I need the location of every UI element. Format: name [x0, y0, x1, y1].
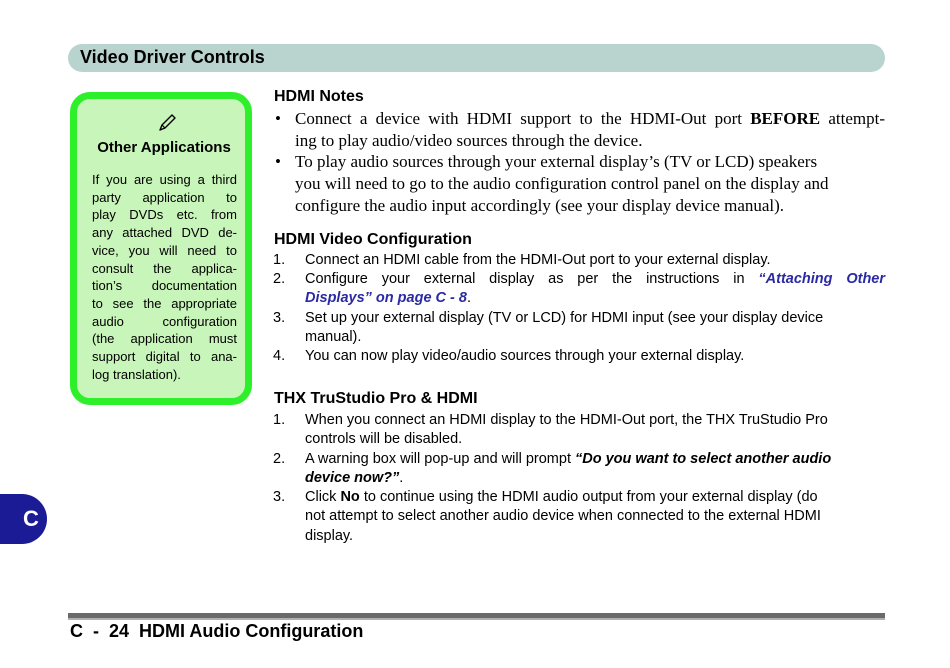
no-emphasis: No	[340, 489, 360, 505]
video-step-3-line-1: Set up your external display (TV or LCD) for HDMI input (see your display device	[305, 310, 824, 326]
note-line: support digital to ana-	[92, 349, 237, 365]
thx-step-2-line-1: A warning box will pop-up and will prompt “Do you want to select another audio	[305, 451, 832, 467]
thx-step-3-line-1: Click No to continue using the HDMI audio output from your external display (do	[305, 489, 818, 505]
step-number: 1.	[273, 252, 286, 268]
before-emphasis: BEFORE	[750, 109, 821, 128]
note-line: tion’s documentation	[92, 278, 237, 294]
page-footer: C - 24 HDMI Audio Configuration	[70, 621, 364, 641]
thx-step-1-line-2: controls will be disabled.	[305, 431, 463, 447]
step-number: 1.	[273, 412, 286, 428]
note-line: If you are using a third	[92, 172, 237, 187]
thx-step-3-line-2: not attempt to select another audio device when connected to the external HDMI	[305, 508, 821, 524]
bullet-marker: •	[275, 152, 281, 171]
hdmi-note-1-line-1: Connect a device with HDMI support to the HDMI-Out port BEFORE attempt-	[295, 109, 885, 128]
hdmi-note-2-line-2: you will need to go to the audio configuration control panel on the display and	[295, 174, 829, 193]
note-line: vice, you will need to	[92, 242, 237, 258]
video-step-2-line-2: Displays” on page C - 8.	[305, 290, 471, 306]
pencil-icon	[156, 112, 178, 134]
prompt-text: “Do you want to select another audio	[575, 451, 832, 467]
attaching-displays-link[interactable]: Displays” on page C - 8	[305, 290, 467, 306]
note-line: (the application must	[92, 331, 237, 347]
hdmi-note-1-line-2: ing to play audio/video sources through the device.	[295, 131, 643, 150]
step-number: 2.	[273, 451, 286, 467]
step-number: 4.	[273, 348, 286, 364]
note-line: party application to	[92, 189, 237, 205]
note-line: consult the applica-	[92, 260, 237, 276]
note-line: play DVDs etc. from	[92, 207, 237, 223]
thx-heading: THX TruStudio Pro & HDMI	[274, 390, 478, 407]
video-step-4: You can now play video/audio sources through your external display.	[305, 348, 745, 364]
video-config-heading: HDMI Video Configuration	[274, 231, 472, 248]
note-title: Other Applications	[97, 139, 231, 156]
thx-step-3-line-3: display.	[305, 528, 354, 544]
note-line: audio configuration	[92, 313, 237, 329]
note-line: any attached DVD de-	[92, 225, 237, 241]
bullet-marker: •	[275, 109, 281, 128]
video-step-1: Connect an HDMI cable from the HDMI-Out port to your external display.	[305, 252, 771, 268]
note-line: log translation).	[92, 366, 181, 382]
hdmi-note-2-line-3: configure the audio input accordingly (see your display device manual).	[295, 196, 785, 215]
thx-step-1-line-1: When you connect an HDMI display to the HDMI-Out port, the THX TruStudio Pro	[305, 412, 828, 428]
prompt-text: device now?”	[305, 470, 400, 486]
attaching-displays-link[interactable]: “Attaching Other	[758, 271, 886, 287]
chapter-tab-label: C	[23, 506, 39, 531]
section-title: Video Driver Controls	[80, 47, 265, 67]
thx-step-2-line-2: device now?”.	[305, 470, 404, 486]
video-step-2-line-1: Configure your external display as per the instructions in “Attaching Other	[305, 271, 886, 287]
hdmi-notes-heading: HDMI Notes	[274, 88, 364, 105]
step-number: 3.	[273, 310, 286, 326]
note-line: to see the appropriate	[92, 295, 237, 311]
note-body	[92, 171, 237, 383]
step-number: 2.	[273, 271, 286, 287]
video-step-3-line-2: manual).	[305, 329, 362, 345]
step-number: 3.	[273, 489, 286, 505]
hdmi-note-2-line-1: To play audio sources through your external display’s (TV or LCD) speakers	[295, 152, 818, 171]
